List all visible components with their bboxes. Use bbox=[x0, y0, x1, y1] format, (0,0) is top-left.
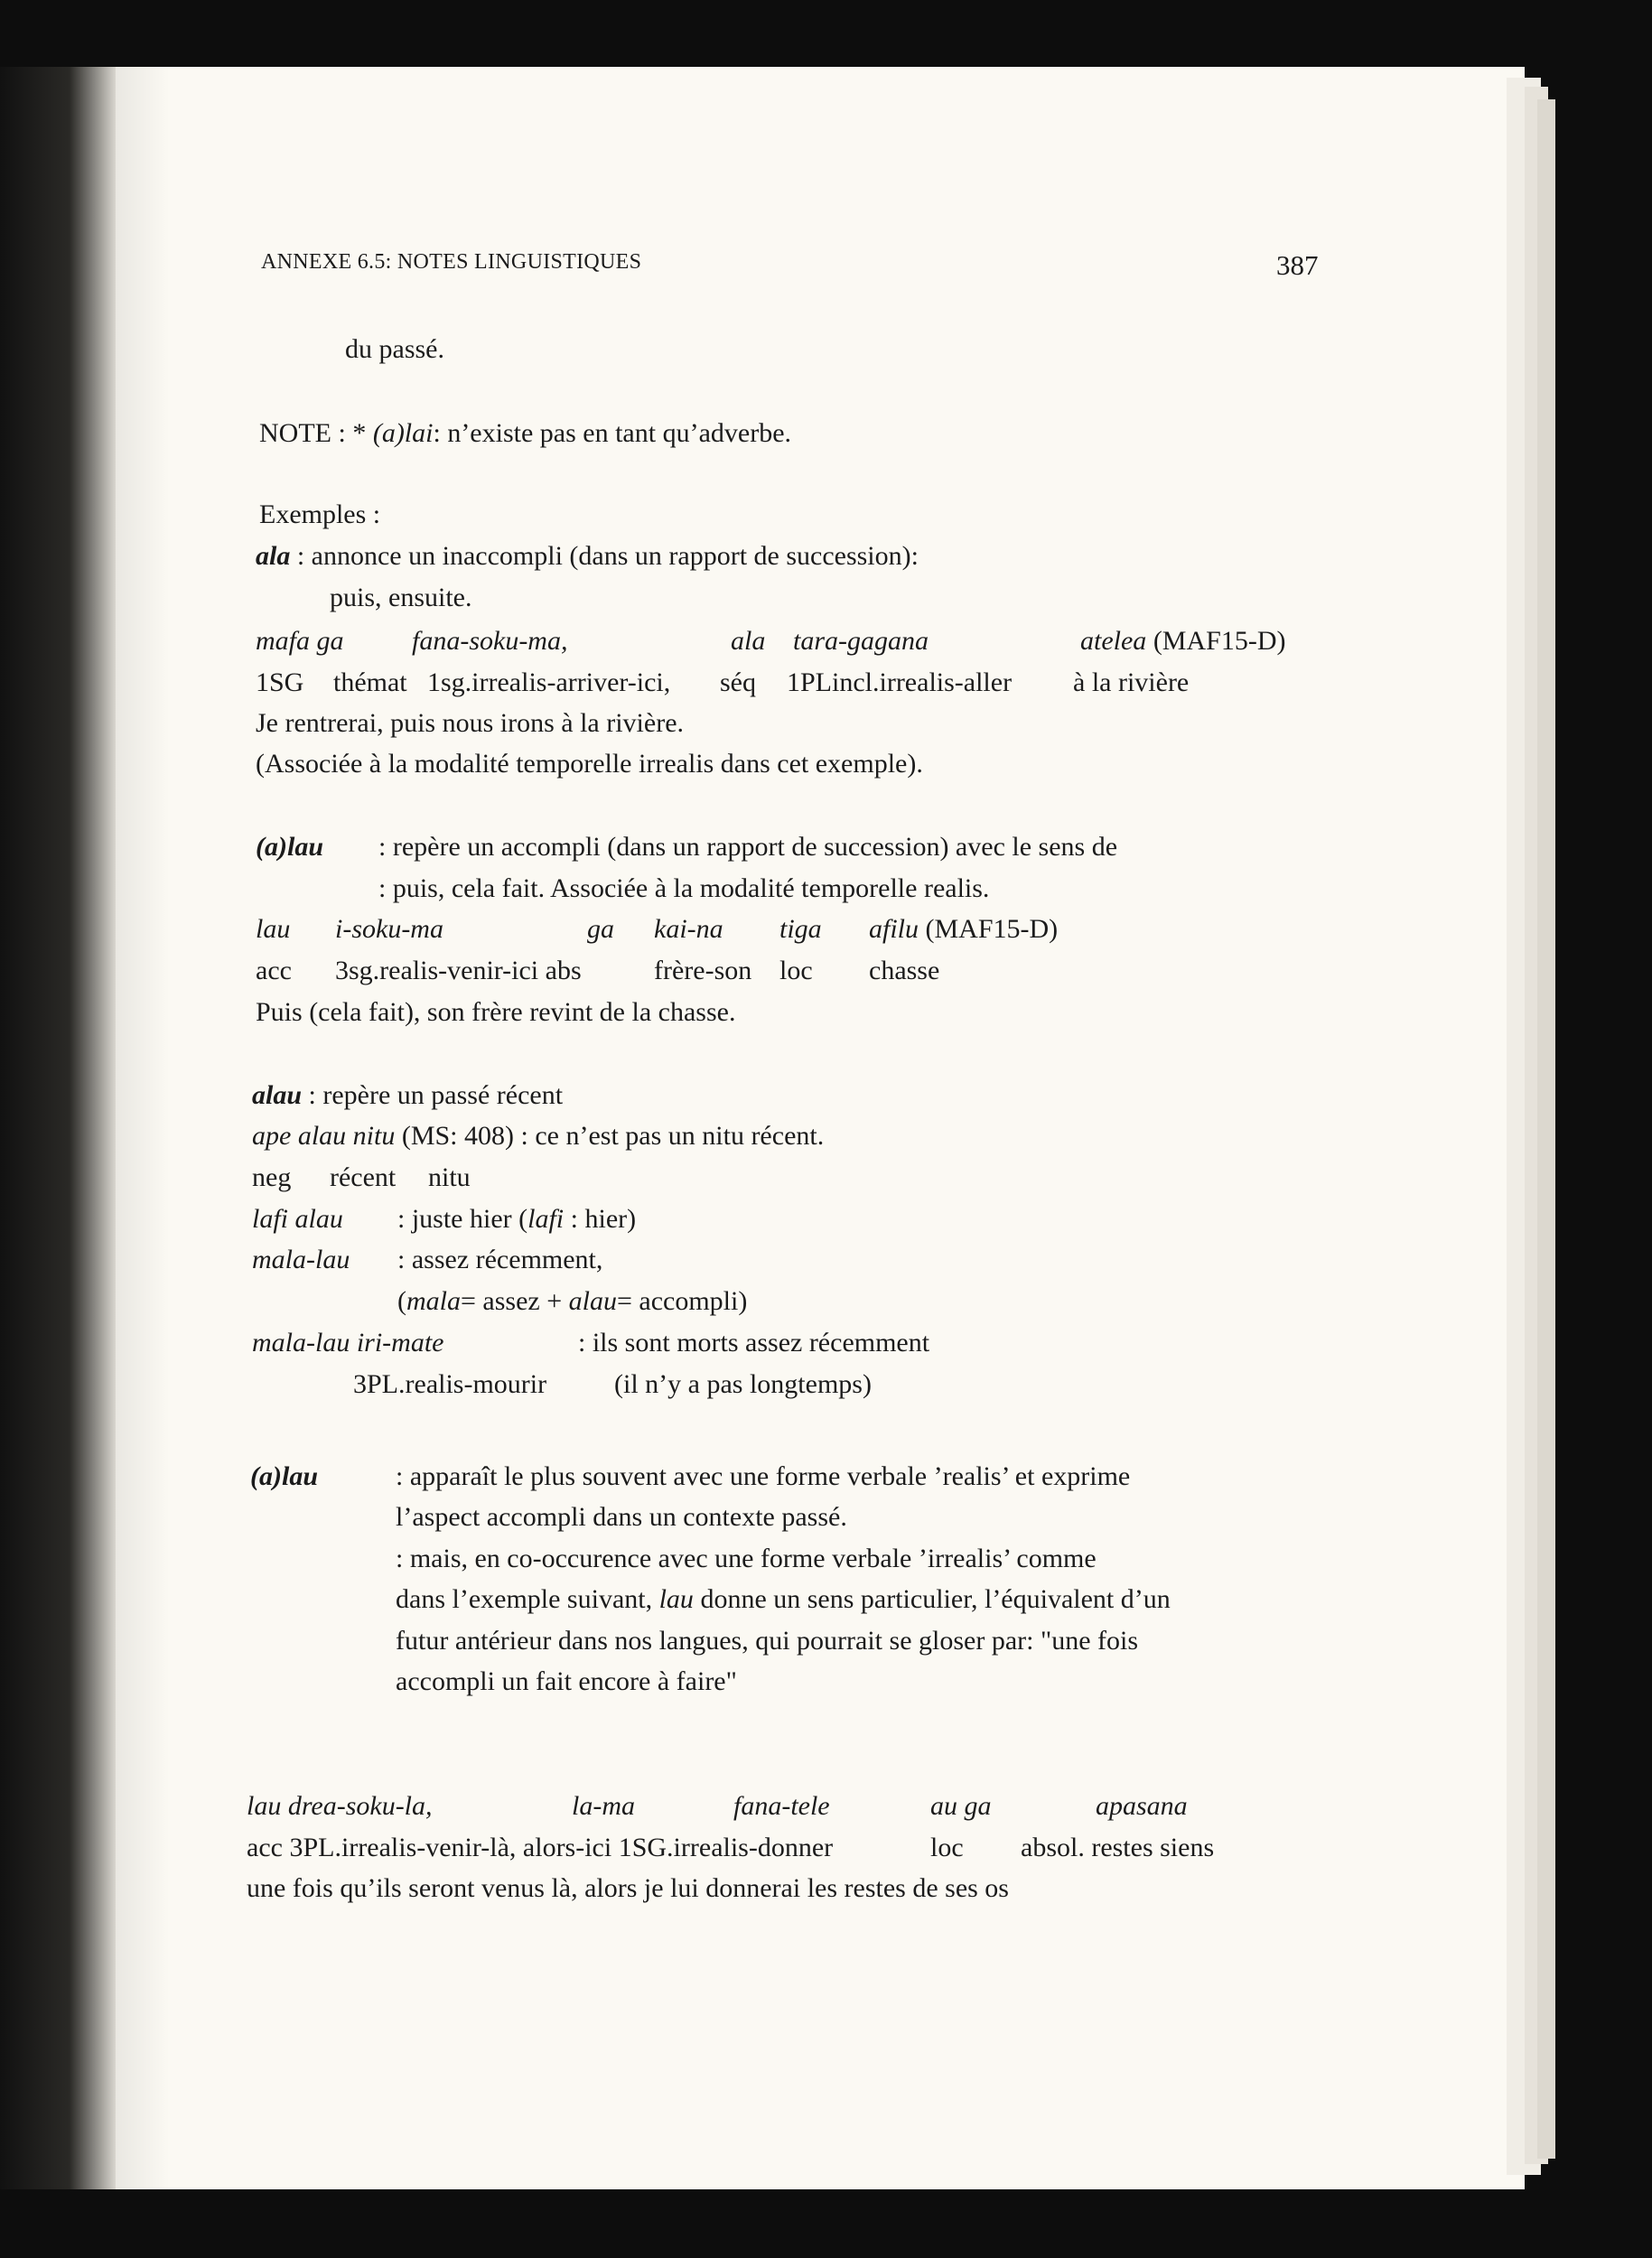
example-word: ga bbox=[587, 914, 614, 944]
gloss: 1sg.irrealis-arriver-ici, bbox=[427, 667, 671, 697]
example-text-part: = accompli) bbox=[616, 1286, 748, 1316]
entry-text-line: l’aspect accompli dans un contexte passé. bbox=[396, 1502, 847, 1532]
gloss: 1PLincl.irrealis-aller bbox=[787, 667, 1013, 697]
example-word: apasana bbox=[1096, 1791, 1188, 1821]
example-word-ref bbox=[1080, 625, 1285, 658]
page-edges bbox=[1537, 99, 1555, 2159]
example-term: mala bbox=[406, 1286, 461, 1316]
translation: une fois qu’ils seront venus là, alors je lui donnerai les restes de ses os bbox=[247, 1873, 1009, 1903]
entry-term: ala bbox=[256, 541, 291, 571]
gloss: séq bbox=[720, 667, 756, 697]
gloss: thémat bbox=[333, 667, 407, 697]
comment: (Associée à la modalité temporelle irrealis dans cet exemple). bbox=[256, 749, 923, 779]
gloss: frère-son bbox=[654, 956, 752, 985]
example-term: alau bbox=[568, 1286, 617, 1316]
example-text: (MS: 408) : ce n’est pas un nitu récent. bbox=[395, 1121, 825, 1151]
gloss: récent bbox=[330, 1162, 397, 1192]
page-number: 387 bbox=[1276, 249, 1319, 281]
spine-shadow bbox=[116, 67, 170, 2189]
example-term: mala-lau iri-mate bbox=[252, 1328, 444, 1358]
gloss: loc bbox=[779, 956, 813, 985]
entry-text-part: dans l’exemple suivant, bbox=[396, 1584, 659, 1614]
entry-definition-cont: : puis, cela fait. Associée à la modalité temporelle realis. bbox=[378, 873, 990, 903]
entry-term: (a)lau bbox=[250, 1461, 318, 1491]
gloss: loc bbox=[930, 1833, 964, 1862]
entry-term: lau bbox=[658, 1584, 694, 1614]
entry-definition: : repère un passé récent bbox=[302, 1080, 564, 1110]
example-word: afilu bbox=[869, 914, 919, 944]
running-title: ANNEXE 6.5: NOTES LINGUISTIQUES bbox=[261, 250, 642, 274]
example-line bbox=[252, 1120, 824, 1152]
note-line bbox=[259, 417, 791, 450]
paragraph-end: du passé. bbox=[345, 334, 444, 364]
gloss: chasse bbox=[869, 956, 940, 985]
entry-alau bbox=[252, 1079, 563, 1112]
translation: Je rentrerai, puis nous irons à la rivière. bbox=[256, 708, 685, 738]
entry-text-line: futur antérieur dans nos langues, qui pourrait se gloser par: "une fois bbox=[396, 1626, 1139, 1656]
gloss: acc bbox=[256, 956, 292, 985]
note-term: (a)lai bbox=[372, 418, 434, 448]
gloss: neg bbox=[252, 1162, 292, 1192]
example-term: ape alau nitu bbox=[252, 1121, 396, 1151]
entry-definition: : repère un accompli (dans un rapport de succession) avec le sens de bbox=[378, 832, 1118, 862]
example-term: lafi alau bbox=[252, 1204, 343, 1234]
gloss: à la rivière bbox=[1073, 667, 1190, 697]
entry-definition: : annonce un inaccompli (dans un rapport de succession): bbox=[290, 541, 919, 571]
gloss: absol. restes siens bbox=[1021, 1833, 1215, 1862]
example-text-part: : hier) bbox=[564, 1204, 637, 1234]
example-word: fana-soku-ma, bbox=[412, 626, 568, 656]
example-reference: (MAF15-D) bbox=[919, 914, 1059, 944]
gloss: 3sg.realis-venir-ici abs bbox=[335, 956, 582, 985]
example-reference: (MAF15-D) bbox=[1146, 626, 1286, 656]
gloss: (il n’y a pas longtemps) bbox=[614, 1369, 872, 1399]
example-word: fana-tele bbox=[733, 1791, 830, 1821]
example-term: mala-lau bbox=[252, 1245, 350, 1274]
example-text bbox=[397, 1203, 636, 1236]
entry-term: alau bbox=[252, 1080, 303, 1110]
gloss: 1SG bbox=[256, 667, 304, 697]
entry-definition-cont: puis, ensuite. bbox=[330, 583, 472, 612]
entry-text-line: : apparaît le plus souvent avec une forme verbale ’realis’ et exprime bbox=[396, 1461, 1131, 1491]
example-word: tara-gagana bbox=[793, 626, 929, 656]
example-word: atelea bbox=[1080, 626, 1147, 656]
example-text: : ils sont morts assez récemment bbox=[578, 1328, 930, 1358]
example-word: kai-na bbox=[654, 914, 723, 944]
entry-text-line: : mais, en co-occurence avec une forme verbale ’irrealis’ comme bbox=[396, 1544, 1097, 1573]
example-term: lafi bbox=[527, 1204, 565, 1234]
entry-text-line: accompli un fait encore à faire" bbox=[396, 1666, 737, 1696]
example-word: lau drea-soku-la, bbox=[247, 1791, 433, 1821]
entry-term: (a)lau bbox=[256, 832, 323, 862]
note-prefix: NOTE : * bbox=[259, 418, 373, 448]
translation: Puis (cela fait), son frère revint de la chasse. bbox=[256, 997, 736, 1027]
example-word: tiga bbox=[779, 914, 822, 944]
facing-page-edge bbox=[0, 67, 116, 2189]
examples-heading: Exemples : bbox=[259, 499, 381, 529]
entry-ala bbox=[256, 540, 919, 573]
example-word: mafa ga bbox=[256, 626, 344, 656]
example-word: au ga bbox=[930, 1791, 992, 1821]
gloss: nitu bbox=[428, 1162, 471, 1192]
example-text-part: = assez + bbox=[461, 1286, 569, 1316]
note-text: : n’existe pas en tant qu’adverbe. bbox=[433, 418, 792, 448]
example-detail bbox=[397, 1285, 747, 1318]
example-word: i-soku-ma bbox=[335, 914, 443, 944]
gloss: 3PL.realis-mourir bbox=[353, 1369, 547, 1399]
example-word: lau bbox=[256, 914, 291, 944]
example-text-part: : juste hier ( bbox=[397, 1204, 528, 1234]
entry-text-line bbox=[396, 1583, 1171, 1616]
example-word-ref bbox=[869, 913, 1058, 946]
example-word: ala bbox=[731, 626, 766, 656]
gloss: acc 3PL.irrealis-venir-là, alors-ici 1SG.irrealis-donner bbox=[247, 1833, 834, 1862]
entry-text-part: donne un sens particulier, l’équivalent d’un bbox=[693, 1584, 1171, 1614]
example-word: la-ma bbox=[572, 1791, 635, 1821]
example-text: : assez récemment, bbox=[397, 1245, 603, 1274]
example-text-part: ( bbox=[397, 1286, 406, 1316]
